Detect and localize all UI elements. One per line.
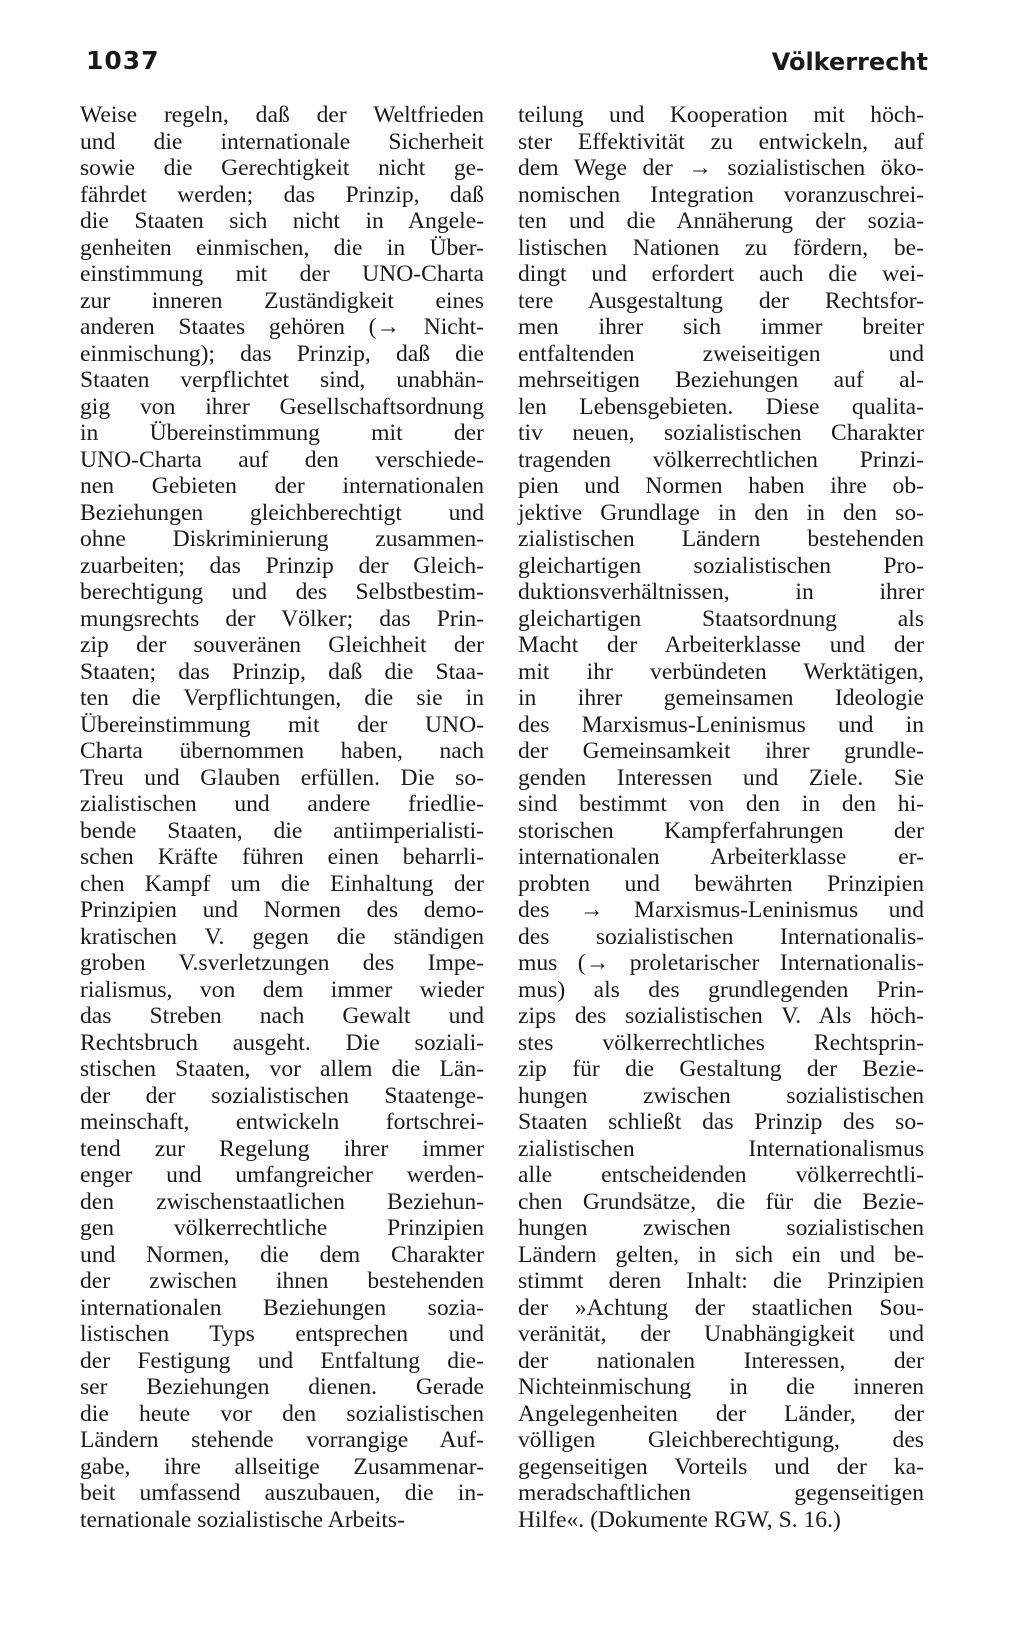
text-line: Angelegenheiten der Länder, der: [518, 1400, 924, 1427]
text-line: ohne Diskriminierung zusammen-: [80, 526, 484, 552]
text-line: der nationalen Interessen, der: [518, 1347, 924, 1374]
text-line: veränität, der Unabhängigkeit und: [518, 1321, 924, 1347]
text-line: probten und bewährten Prinzipien: [518, 870, 924, 897]
text-line: gleichartigen sozialistischen Pro-: [518, 552, 924, 579]
text-line: nomischen Integration voranzuschrei-: [518, 181, 924, 208]
text-line: chen Kampf um die Einhaltung der: [80, 870, 484, 897]
text-line: der »Achtung der staatlichen Sou-: [518, 1294, 924, 1321]
text-line: Charta übernommen haben, nach: [80, 738, 484, 764]
text-line: zuarbeiten; das Prinzip der Gleich-: [80, 552, 484, 579]
text-line: zur inneren Zuständigkeit eines: [80, 287, 484, 314]
text-line: internationalen Arbeiterklasse er-: [518, 844, 924, 870]
text-line: einmischung); das Prinzip, daß die: [80, 340, 484, 367]
text-line: bende Staaten, die antiimperialisti-: [80, 817, 484, 844]
text-line: men ihrer sich immer breiter: [518, 314, 924, 340]
text-line: tiv neuen, sozialistischen Charakter: [518, 420, 924, 446]
text-line: tragenden völkerrechtlichen Prinzi-: [518, 446, 924, 473]
text-line: der Festigung und Entfaltung die-: [80, 1347, 484, 1374]
text-line: des → Marxismus-Leninismus und: [518, 897, 924, 923]
page-number: 1037: [86, 46, 160, 75]
text-line: der zwischen ihnen bestehenden: [80, 1268, 484, 1294]
text-line: genheiten einmischen, die in Über-: [80, 234, 484, 261]
text-line: storischen Kampferfahrungen der: [518, 817, 924, 844]
text-line: mungsrechts der Völker; das Prin-: [80, 605, 484, 632]
text-line: in Übereinstimmung mit der: [80, 420, 484, 446]
text-line: kratischen V. gegen die ständigen: [80, 923, 484, 950]
text-line: duktionsverhältnissen, in ihrer: [518, 579, 924, 605]
text-line: gig von ihrer Gesellschaftsordnung: [80, 393, 484, 420]
text-line: gen völkerrechtliche Prinzipien: [80, 1215, 484, 1241]
text-line: des sozialistischen Internationalis-: [518, 923, 924, 950]
text-line: tere Ausgestaltung der Rechtsfor-: [518, 287, 924, 314]
text-line: hungen zwischen sozialistischen: [518, 1215, 924, 1241]
text-line: sind bestimmt von den in den hi-: [518, 791, 924, 817]
text-line: mus (→ proletarischer Internationalis-: [518, 950, 924, 976]
text-line: Nichteinmischung in die inneren: [518, 1374, 924, 1400]
text-line: zialistischen Internationalismus: [518, 1135, 924, 1162]
text-line: schen Kräfte führen einen beharrli-: [80, 844, 484, 870]
text-line: gleichartigen Staatsordnung als: [518, 605, 924, 632]
text-line: der Gemeinsamkeit ihrer grundle-: [518, 738, 924, 764]
text-line: Macht der Arbeiterklasse und der: [518, 632, 924, 658]
text-line: Hilfe«. (Dokumente RGW, S. 16.): [518, 1506, 841, 1533]
text-line: in ihrer gemeinsamen Ideologie: [518, 685, 924, 711]
text-line: Prinzipien und Normen des demo-: [80, 897, 484, 923]
text-line: fährdet werden; das Prinzip, daß: [80, 181, 484, 208]
text-line: Treu und Glauben erfüllen. Die so-: [80, 764, 484, 791]
text-line: entfaltenden zweiseitigen und: [518, 340, 924, 367]
text-line: groben V.sverletzungen des Impe-: [80, 950, 484, 976]
text-line: Beziehungen gleichberechtigt und: [80, 499, 484, 526]
text-line: die heute vor den sozialistischen: [80, 1400, 484, 1427]
text-line: Rechtsbruch ausgeht. Die soziali-: [80, 1029, 484, 1056]
text-line: meinschaft, entwickeln fortschrei-: [80, 1109, 484, 1135]
text-line: einstimmung mit der UNO-Charta: [80, 261, 484, 287]
text-line: stischen Staaten, vor allem die Län-: [80, 1056, 484, 1082]
text-line: den zwischenstaatlichen Beziehun-: [80, 1188, 484, 1215]
text-line: nen Gebieten der internationalen: [80, 473, 484, 499]
text-line: völligen Gleichberechtigung, des: [518, 1427, 924, 1453]
text-line: jektive Grundlage in den in den so-: [518, 499, 924, 526]
text-line: stes völkerrechtliches Rechtsprin-: [518, 1029, 924, 1056]
text-line: Ländern gelten, in sich ein und be-: [518, 1241, 924, 1268]
text-line: zip für die Gestaltung der Bezie-: [518, 1056, 924, 1082]
text-line: dem Wege der → sozialistischen öko-: [518, 155, 924, 181]
text-line: Weise regeln, daß der Weltfrieden: [80, 102, 484, 128]
text-line: und Normen, die dem Charakter: [80, 1241, 484, 1268]
text-column-right: [518, 102, 924, 1533]
text-line: Übereinstimmung mit der UNO-: [80, 711, 484, 738]
text-line: dingt und erfordert auch die wei-: [518, 261, 924, 287]
text-line: ternationale sozialistische Arbeits-: [80, 1506, 405, 1533]
text-line: die Staaten sich nicht in Angele-: [80, 208, 484, 234]
text-line: mit ihr verbündeten Werktätigen,: [518, 658, 924, 685]
text-line: gegenseitigen Vorteils und der ka-: [518, 1453, 924, 1480]
text-line: beit umfassend auszubauen, die in-: [80, 1480, 484, 1506]
text-line: berechtigung und des Selbstbestim-: [80, 579, 484, 605]
text-line: Staaten; das Prinzip, daß die Staa-: [80, 658, 484, 685]
text-line: pien und Normen haben ihre ob-: [518, 473, 924, 499]
text-line: zips des sozialistischen V. Als höch-: [518, 1003, 924, 1029]
text-line: genden Interessen und Ziele. Sie: [518, 764, 924, 791]
text-line: Staaten verpflichtet sind, unabhän-: [80, 367, 484, 393]
running-header-title: Völkerrecht: [771, 48, 928, 76]
text-line: tend zur Regelung ihrer immer: [80, 1135, 484, 1162]
text-line: gabe, ihre allseitige Zusammenar-: [80, 1453, 484, 1480]
text-line: anderen Staates gehören (→ Nicht-: [80, 314, 484, 340]
text-line: stimmt deren Inhalt: die Prinzipien: [518, 1268, 924, 1294]
text-line: hungen zwischen sozialistischen: [518, 1082, 924, 1109]
text-line: alle entscheidenden völkerrechtli-: [518, 1162, 924, 1188]
text-line: teilung und Kooperation mit höch-: [518, 102, 924, 128]
text-line: listischen Nationen zu fördern, be-: [518, 234, 924, 261]
text-line: das Streben nach Gewalt und: [80, 1003, 484, 1029]
text-column-left: [80, 102, 484, 1533]
text-line: Ländern stehende vorrangige Auf-: [80, 1427, 484, 1453]
text-line: ster Effektivität zu entwickeln, auf: [518, 128, 924, 155]
text-line: mus) als des grundlegenden Prin-: [518, 976, 924, 1003]
text-line: der der sozialistischen Staatenge-: [80, 1082, 484, 1109]
text-line: zialistischen und andere friedlie-: [80, 791, 484, 817]
text-line: enger und umfangreicher werden-: [80, 1162, 484, 1188]
text-line: zip der souveränen Gleichheit der: [80, 632, 484, 658]
text-line: rialismus, von dem immer wieder: [80, 976, 484, 1003]
text-line: zialistischen Ländern bestehenden: [518, 526, 924, 552]
text-line: sowie die Gerechtigkeit nicht ge-: [80, 155, 484, 181]
text-line: chen Grundsätze, die für die Bezie-: [518, 1188, 924, 1215]
text-line: ser Beziehungen dienen. Gerade: [80, 1374, 484, 1400]
text-line: und die internationale Sicherheit: [80, 128, 484, 155]
text-line: len Lebensgebieten. Diese qualita-: [518, 393, 924, 420]
text-line: mehrseitigen Beziehungen auf al-: [518, 367, 924, 393]
text-line: listischen Typs entsprechen und: [80, 1321, 484, 1347]
text-line: des Marxismus-Leninismus und in: [518, 711, 924, 738]
text-line: meradschaftlichen gegenseitigen: [518, 1480, 924, 1506]
text-line: internationalen Beziehungen sozia-: [80, 1294, 484, 1321]
text-line: ten die Verpflichtungen, die sie in: [80, 685, 484, 711]
text-line: Staaten schließt das Prinzip des so-: [518, 1109, 924, 1135]
text-line: UNO-Charta auf den verschiede-: [80, 446, 484, 473]
text-line: ten und die Annäherung der sozia-: [518, 208, 924, 234]
